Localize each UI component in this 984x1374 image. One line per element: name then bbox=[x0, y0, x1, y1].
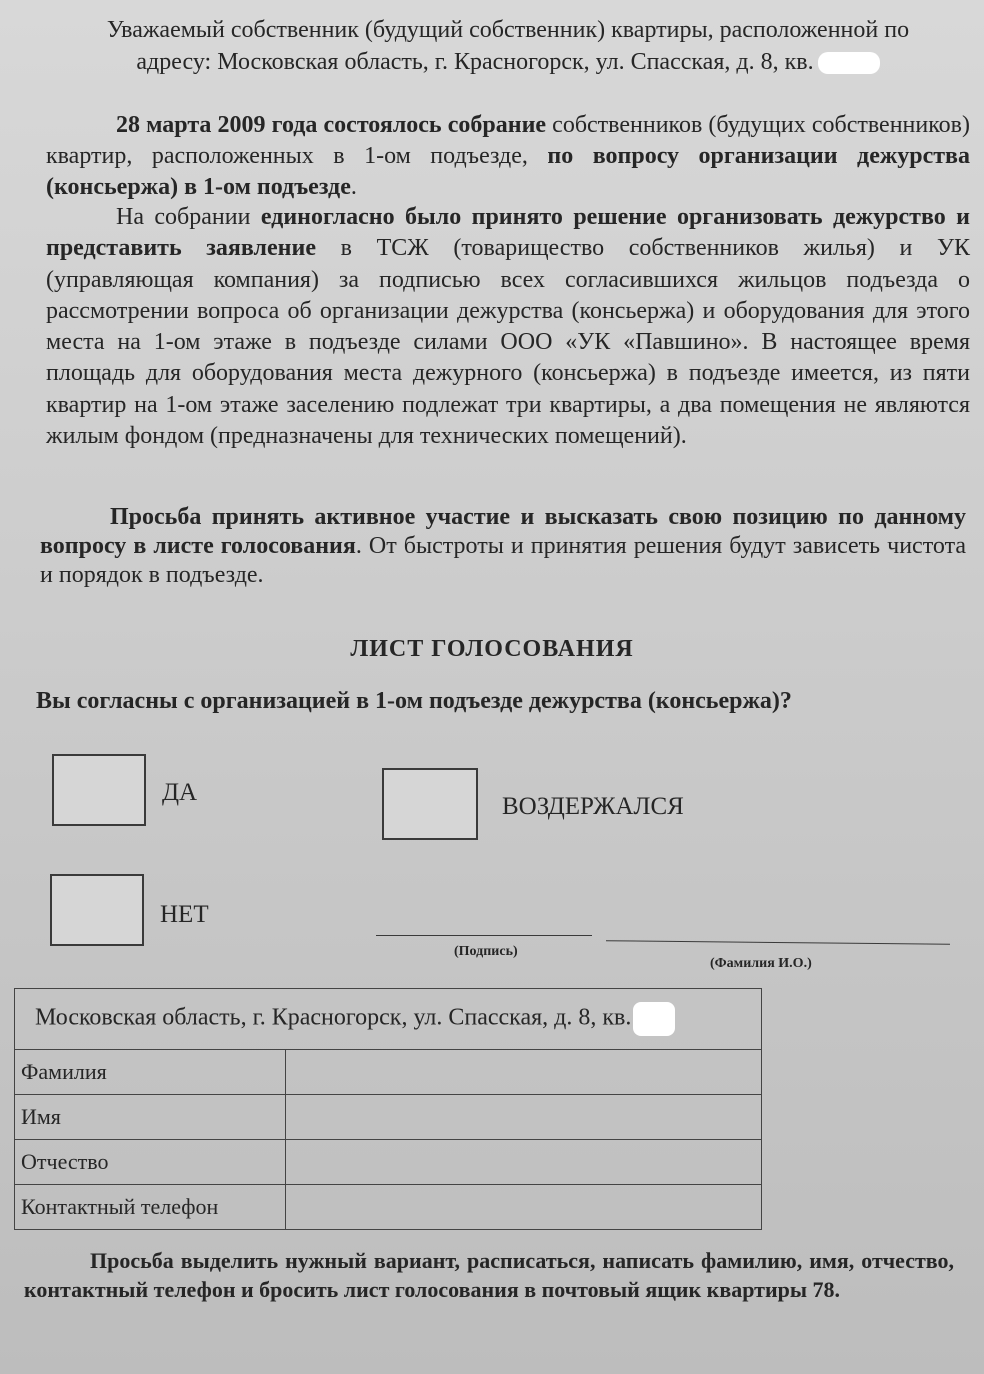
intro-address bbox=[48, 14, 968, 78]
table-row bbox=[15, 1140, 762, 1185]
decision-text: единогласно было принято решение организовать дежурство и представить заявление bbox=[46, 204, 970, 262]
row-label-name: Имя bbox=[15, 1095, 286, 1140]
option-label-abstain: ВОЗДЕРЖАЛСЯ bbox=[502, 793, 684, 820]
table-row bbox=[15, 1095, 762, 1140]
checkbox-abstain[interactable] bbox=[382, 768, 478, 840]
table-row bbox=[15, 1185, 762, 1230]
redaction-mark bbox=[818, 52, 880, 74]
redaction-mark bbox=[633, 1002, 675, 1036]
name-caption: (Фамилия И.О.) bbox=[710, 956, 812, 971]
decision-paragraph: На собрании единогласно было принято решение организовать дежурство и представить заявление в ТСЖ (товарищество собственников жилья) и УК (управляющая компания) за подписью всех согласившихся жильцов подъезда о рассмотрении вопроса об организации дежурства (консьержа) и оборудования для этого места на 1-ом этаже в подъезде силами ООО «УК «Павшино». В настоящее время площадь для оборудования места дежурного (консьержа) в подъезде имеется, из пяти квартир на 1-ом этаже заселению подлежат три квартиры, а два помещения не являются жилым фондом (предназначены для технических помещений). bbox=[46, 204, 971, 450]
table-address-cell: Московская область, г. Красногорск, ул. Спасская, д. 8, кв. bbox=[15, 989, 762, 1050]
meeting-paragraph: 28 марта 2009 года состоялось собрание собственников (будущих собственников) квартир, расположенных в 1-ом подъезде, по вопросу организации дежурства (консьержа) в 1-ом подъезде. bbox=[46, 112, 971, 200]
instructions-paragraph: Просьба выделить нужный вариант, расписаться, написать фамилию, имя, отчество, контактный телефон и бросить лист голосования в почтовый ящик квартиры 78. bbox=[24, 1248, 954, 1302]
signature-line[interactable] bbox=[376, 935, 592, 936]
voting-question: Вы согласны с организацией в 1-ом подъезде дежурства (консьержа)? bbox=[36, 688, 792, 714]
signature-caption: (Подпись) bbox=[454, 944, 518, 959]
row-label-patronymic: Отчество bbox=[15, 1140, 286, 1185]
meeting-topic-text: по вопросу организации дежурства (консьержа) в 1-ом подъезде bbox=[46, 143, 970, 200]
option-label-yes: ДА bbox=[162, 779, 198, 806]
checkbox-yes[interactable] bbox=[52, 754, 146, 826]
row-label-surname: Фамилия bbox=[15, 1050, 286, 1095]
table-header-row bbox=[15, 989, 762, 1050]
meeting-date-text: 28 марта 2009 года состоялось собрание bbox=[116, 112, 547, 138]
request-text: Просьба принять активное участие и высказать свою позицию по данному вопросу в листе голосования bbox=[40, 504, 966, 559]
voting-sheet-title: ЛИСТ ГОЛОСОВАНИЯ bbox=[350, 636, 634, 662]
checkbox-no[interactable] bbox=[50, 874, 144, 946]
patronymic-field[interactable] bbox=[286, 1140, 762, 1185]
option-label-no: НЕТ bbox=[160, 901, 209, 928]
request-paragraph: Просьба принять активное участие и высказать свою позицию по данному вопросу в листе голосования. От быстроты и принятия решения будут зависеть чистота и порядок в подъезде. bbox=[40, 504, 966, 588]
row-label-phone: Контактный телефон bbox=[15, 1185, 286, 1230]
phone-field[interactable] bbox=[286, 1185, 762, 1230]
table-row bbox=[15, 1050, 762, 1095]
name-line[interactable] bbox=[606, 940, 950, 945]
surname-field[interactable] bbox=[286, 1050, 762, 1095]
resident-info-table bbox=[14, 988, 762, 1230]
intro-line-1: Уважаемый собственник (будущий собственник) квартиры, расположенной по bbox=[106, 17, 910, 43]
intro-line-2: адресу: Московская область, г. Красногорск, ул. Спасская, д. 8, кв. bbox=[48, 46, 968, 78]
name-field[interactable] bbox=[286, 1095, 762, 1140]
